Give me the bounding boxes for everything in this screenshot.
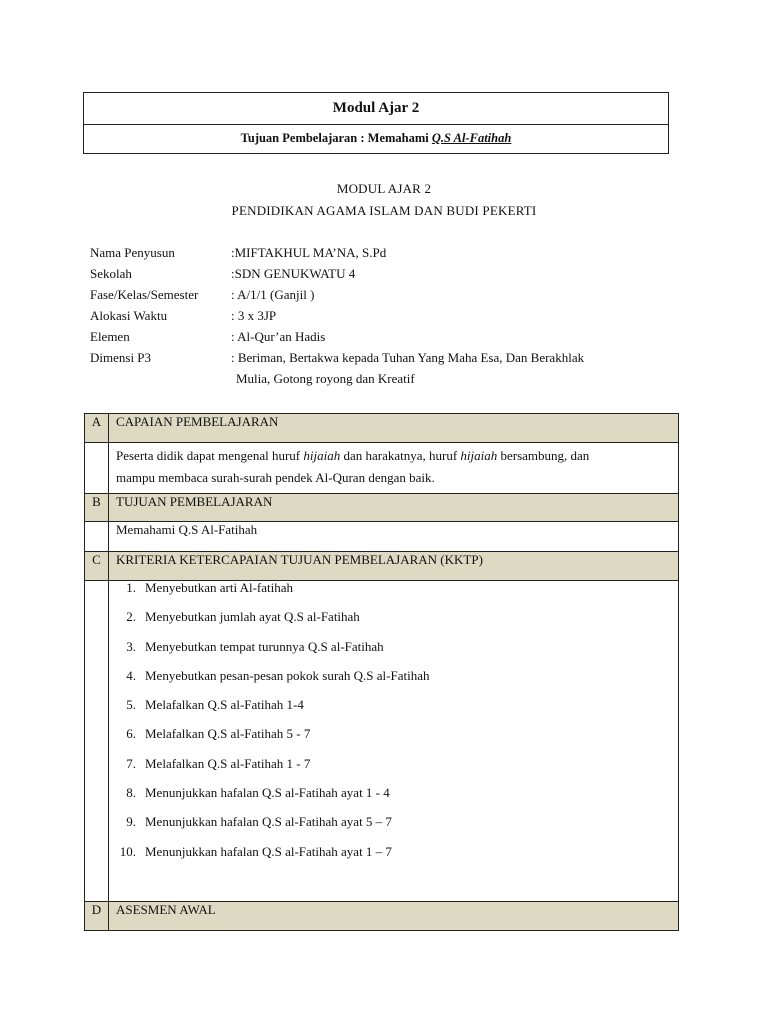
document-title-line-2: PENDIDIKAN AGAMA ISLAM DAN BUDI PEKERTI [231,203,537,218]
info-row-p3-dimension [90,349,690,370]
section-d-header [85,902,679,931]
list-item: 2. Menyebutkan jumlah ayat Q.S al-Fatihah [126,609,360,625]
learning-outcome-line-1: Peserta didik dapat mengenal huruf hijaiah dan harakatnya, huruf hijaiah bersambung, dan [116,448,590,463]
section-letter: D [85,902,109,931]
info-value-continuation: Mulia, Gotong royong dan Kreatif [236,371,415,386]
info-row-time-allocation [90,307,690,328]
section-letter: B [85,494,109,522]
info-value: :MIFTAKHUL MA’NA, S.Pd [231,245,387,260]
info-label: Alokasi Waktu [90,308,168,323]
section-title: CAPAIAN PEMBELAJARAN [109,414,679,443]
list-item: 9. Menunjukkan hafalan Q.S al-Fatihah ayat 5 – 7 [126,814,392,830]
info-value: : Beriman, Bertakwa kepada Tuhan Yang Maha Esa, Dan Berakhlak [231,350,585,365]
module-title: Modul Ajar 2 [84,93,668,125]
info-value: : A/1/1 (Ganjil ) [231,287,315,302]
kktp-list [109,581,678,874]
info-label: Sekolah [90,266,132,281]
info-value: : Al-Qur’an Hadis [231,329,326,344]
list-item: 8. Menunjukkan hafalan Q.S al-Fatihah ayat 1 - 4 [126,785,390,801]
list-item: 4. Menyebutkan pesan-pesan pokok surah Q.S al-Fatihah [126,667,430,683]
learning-outcome-line-2: mampu membaca surah-surah pendek Al-Quran dengan baik. [116,470,435,485]
info-label: Nama Penyusun [90,245,175,260]
info-label: Elemen [90,329,130,344]
info-row-element [90,328,690,349]
list-item: 10. Menunjukkan hafalan Q.S al-Fatihah ayat 1 – 7 [119,843,392,859]
section-b-header [85,494,679,522]
info-label: Dimensi P3 [90,350,152,365]
module-header-box [83,92,669,154]
section-letter: A [85,414,109,443]
module-info [90,244,690,391]
learning-objective-header [84,125,668,153]
list-item: 1. Menyebutkan arti Al-fatihah [126,580,294,595]
info-value: :SDN GENUKWATU 4 [231,266,356,281]
list-item: 5. Melafalkan Q.S al-Fatihah 1-4 [126,697,304,713]
section-a-header [85,414,679,443]
learning-outcome-text [109,443,678,489]
section-b-body [85,522,679,552]
list-item: 6. Melafalkan Q.S al-Fatihah 5 - 7 [126,726,311,742]
section-letter: C [85,552,109,581]
learning-objective-topic: Q.S Al-Fatihah [431,131,512,145]
list-item: 7. Melafalkan Q.S al-Fatihah 1 - 7 [126,755,311,771]
info-row-author [90,244,690,265]
info-row-phase [90,286,690,307]
section-c-body [85,581,679,902]
info-value: : 3 x 3JP [231,308,277,323]
section-a-body [85,443,679,494]
section-title: TUJUAN PEMBELAJARAN [109,494,679,522]
section-c-header [85,552,679,581]
info-row-school [90,265,690,286]
list-item: 3. Menyebutkan tempat turunnya Q.S al-Fatihah [126,638,384,654]
section-title: KRITERIA KETERCAPAIAN TUJUAN PEMBELAJARAN (KKTP) [109,552,679,581]
document-title-line-1: MODUL AJAR 2 [336,181,432,196]
module-sections-table [84,413,679,931]
learning-objective-text: Memahami Q.S Al-Fatihah [116,522,258,537]
section-title: ASESMEN AWAL [109,902,679,931]
info-label: Fase/Kelas/Semester [90,287,199,302]
learning-objective-prefix: Tujuan Pembelajaran : Memahami [240,131,432,145]
